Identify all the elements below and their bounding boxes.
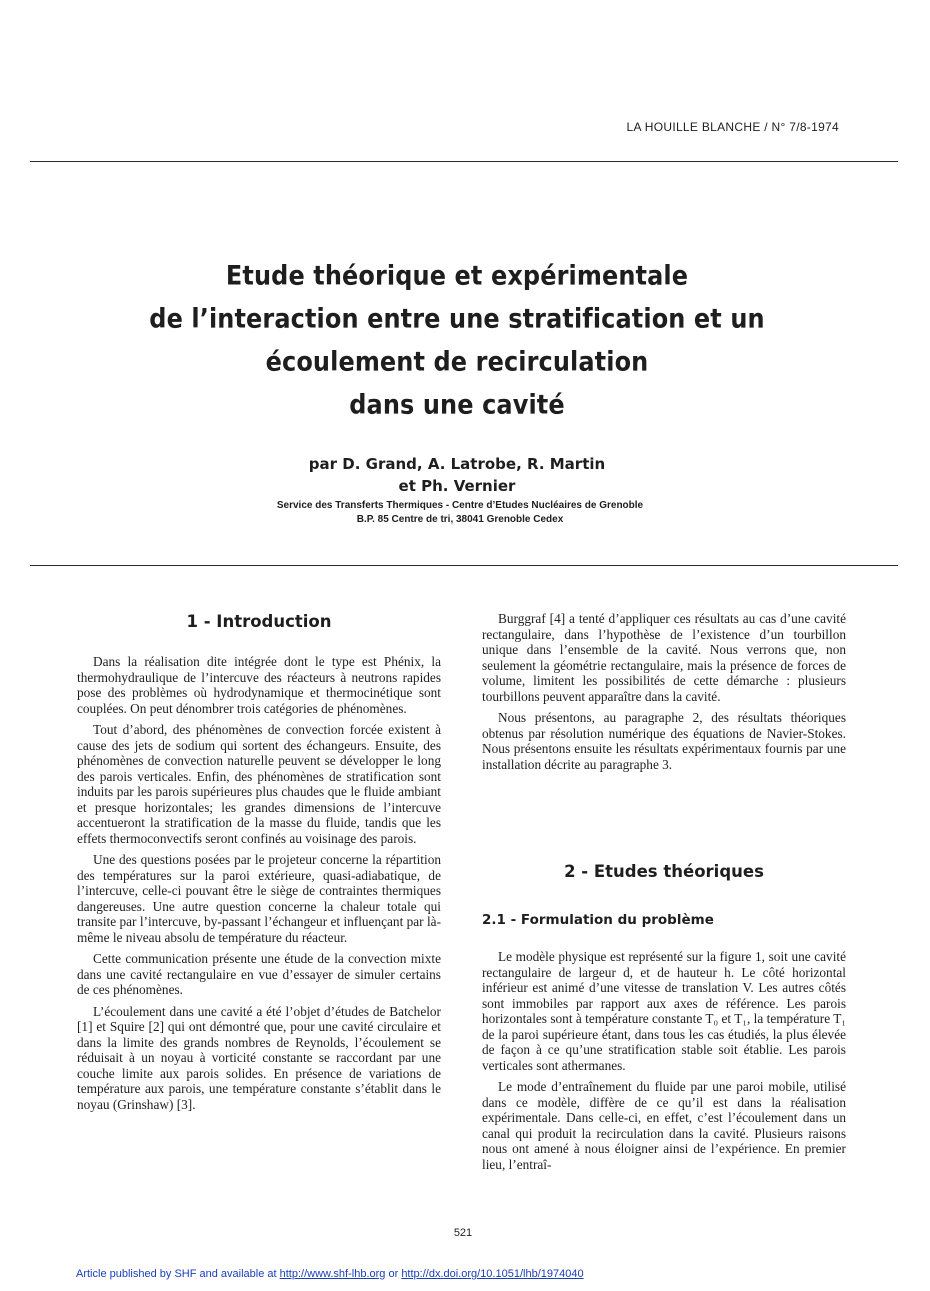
title-line: dans une cavité [349,389,565,420]
title-line: Etude théorique et expérimentale [225,260,689,292]
authors [0,453,914,497]
journal-header: LA HOUILLE BLANCHE / N° 7/8-1974 [626,120,839,134]
paragraph: Nous présentons, au paragraphe 2, des résultats théoriques obtenus par résolution numérique des équations de Navier-Stokes. Nous présentons ensuite les résultats expérimentaux fournis par une installation décrite au paragraphe 3. [482,710,846,772]
right-column-intro [482,611,846,778]
paragraph: L’écoulement dans une cavité a été l’objet d’études de Batchelor [1] et Squire [2] qui ont démontré que, pour une cavité circulaire et dans la limite des grands nombres de Reynolds, l’écoulement se réduisait à un noyau à vorticité constante se raccordant par une couche limite aux parois solides. En présence de variations de température aux parois, une température constante s’établit dans le noyau (Grinshaw) [3]. [77,1003,441,1112]
affiliation-line: Service des Transferts Thermiques - Centre d’Etudes Nucléaires de Grenoble [276,500,644,511]
affiliation [0,499,920,527]
footer-middle: or [385,1268,402,1280]
paragraph: Tout d’abord, des phénomènes de convection forcée existent à cause des jets de sodium qui sortent des échangeurs. Ensuite, des phénomènes de convection naturelle peuvent se développer le long des parois verticales. Enfin, des phénomènes de stratification sont induits par les parois supérieures plus chaudes que le fluide ambiant et presque horizontales; les grandes dimensions de l’intercuve accentueront la stratification de la masse du fluide, tandis que les effets thermoconvectifs seront confinés au voisinage des parois. [77,722,441,846]
footer-prefix: Article published by SHF and available at [76,1268,280,1280]
paragraph: Une des questions posées par le projeteur concerne la répartition des températures sur la paroi extérieure, quasi-adiabatique, de l’intercuve, celle-ci pouvant être le siège de contraintes thermiques dangereuses. Une autre question concerne la chaleur totale qui transite par l’intercuve, by-passant l’échangeur et influençant par là-même le niveau absolu de température du réacteur. [77,852,441,945]
top-rule [30,161,898,162]
paragraph: Le modèle physique est représenté sur la figure 1, soit une cavité rectangulaire de largeur d, et de hauteur h. Le côté horizontal inférieur est animé d’une vitesse de translation V. Les autres côtés sont immobiles par rapport aux axes de référence. Les parois horizontales sont à température constante T₀ et T₁, la température T₁ de la paroi supérieure étant, dans tous les cas étudiés, la plus élevée de façon à ce qu’une stratification stable soit établie. Les parois verticales sont athermanes. [482,949,846,1073]
section-2-heading: 2 - Etudes théoriques [564,862,764,881]
section-1-heading: 1 - Introduction [186,612,332,631]
title-line: écoulement de recirculation [265,346,649,378]
paragraph: Dans la réalisation dite intégrée dont le type est Phénix, la thermohydraulique de l’intercuve des réacteurs à neutrons rapides pose des problèmes où hydrodynamique et thermocinétique sont couplées. On peut dénombrer trois catégories de phénomènes. [77,654,441,716]
doi-link[interactable]: http://dx.doi.org/10.1051/lhb/1974040 [401,1268,584,1280]
authors-line: par D. Grand, A. Latrobe, R. Martin [308,455,606,473]
paragraph: Cette communication présente une étude de la convection mixte dans une cavité rectangulaire en vue d’essayer de simuler certains de ces phénomènes. [77,951,441,997]
article-title [0,255,914,427]
page-number: 521 [453,1227,473,1239]
right-column-section-2 [482,949,846,1178]
paragraph: Le mode d’entraînement du fluide par une paroi mobile, utilisé dans ce modèle, diffère de ce qu’il est dans la réalisation expérimentale. Dans celle-ci, en effet, c’est l’écoulement dans un canal qui produit la recirculation dans la cavité. Plusieurs raisons nous ont amené à nous éloigner ainsi de l’expérience. En premier lieu, l’entraî- [482,1079,846,1172]
left-column [77,654,441,1118]
shf-link[interactable]: http://www.shf-lhb.org [279,1268,386,1280]
middle-rule [30,565,898,566]
subsection-2-1-heading: 2.1 - Formulation du problème [482,912,714,928]
authors-line: et Ph. Vernier [398,477,516,495]
title-line: de l’interaction entre une stratification et un [149,303,765,335]
affiliation-line: B.P. 85 Centre de tri, 38041 Grenoble Cedex [356,514,564,525]
footer-notice [76,1268,584,1280]
paragraph: Burggraf [4] a tenté d’appliquer ces résultats au cas d’une cavité rectangulaire, dans l’hypothèse de l’existence d’un tourbillon unique dans l’ensemble de la cavité. Nous verrons que, non seulement la géométrie rectangulaire, mais la présence de forces de volume, limitent les possibilités de cette démarche : plusieurs tourbillons peuvent apparaître dans la cavité. [482,611,846,704]
